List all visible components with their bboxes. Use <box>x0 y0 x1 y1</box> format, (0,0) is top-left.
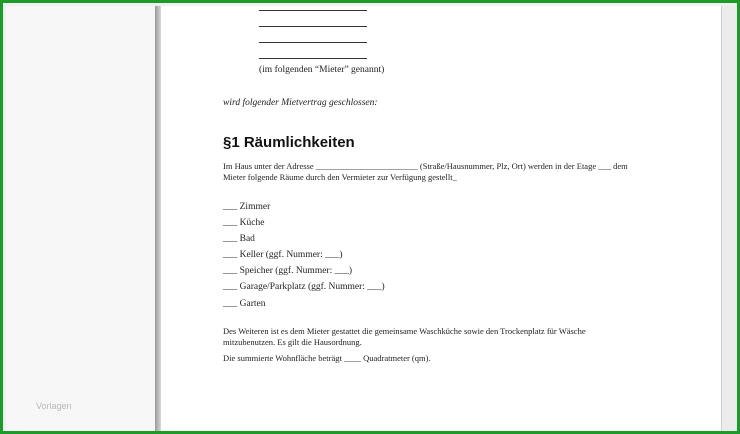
address-blank-line <box>259 42 367 43</box>
laundry-paragraph-line: Des Weiteren ist es dem Mieter gestattet die gemeinsame Waschküche sowie den Trockenplatz für Wäsche <box>223 326 586 336</box>
room-item: ___ Zimmer <box>223 202 271 212</box>
address-paragraph-line: Mieter folgende Räume durch den Vermieter zur Verfügung gestellt_ <box>223 172 457 182</box>
name-blank-line <box>259 10 367 11</box>
room-item: ___ Speicher (ggf. Nummer: ___) <box>223 266 353 276</box>
address-paragraph-line: Im Haus unter der Adresse ________________________ (Straße/Hausnummer, Plz, Ort) werden in der Etage ___ dem <box>223 161 628 171</box>
left-page-edge <box>6 6 156 434</box>
room-item: ___ Küche <box>223 218 265 228</box>
watermark: Vorlagen <box>36 401 72 411</box>
address-blank-line <box>259 58 367 59</box>
room-item: ___ Bad <box>223 234 255 244</box>
tenant-note: (im folgenden “Mieter” genannt) <box>259 65 385 75</box>
contract-page <box>161 6 721 434</box>
laundry-paragraph-line: mitzubenutzen. Es gilt die Hausordnung. <box>223 337 362 347</box>
right-page-edge <box>721 6 740 434</box>
room-item: ___ Keller (ggf. Nummer: ___) <box>223 250 343 260</box>
room-item: ___ Garage/Parkplatz (ggf. Nummer: ___) <box>223 282 385 292</box>
living-area-line: Die summierte Wohnfläche beträgt ____ Quadratmeter (qm). <box>223 353 431 363</box>
section-heading: §1 Räumlichkeiten <box>223 134 355 151</box>
contract-intro: wird folgender Mietvertrag geschlossen: <box>223 98 378 108</box>
name-blank-line <box>259 26 367 27</box>
room-item: ___ Garten <box>223 299 266 309</box>
